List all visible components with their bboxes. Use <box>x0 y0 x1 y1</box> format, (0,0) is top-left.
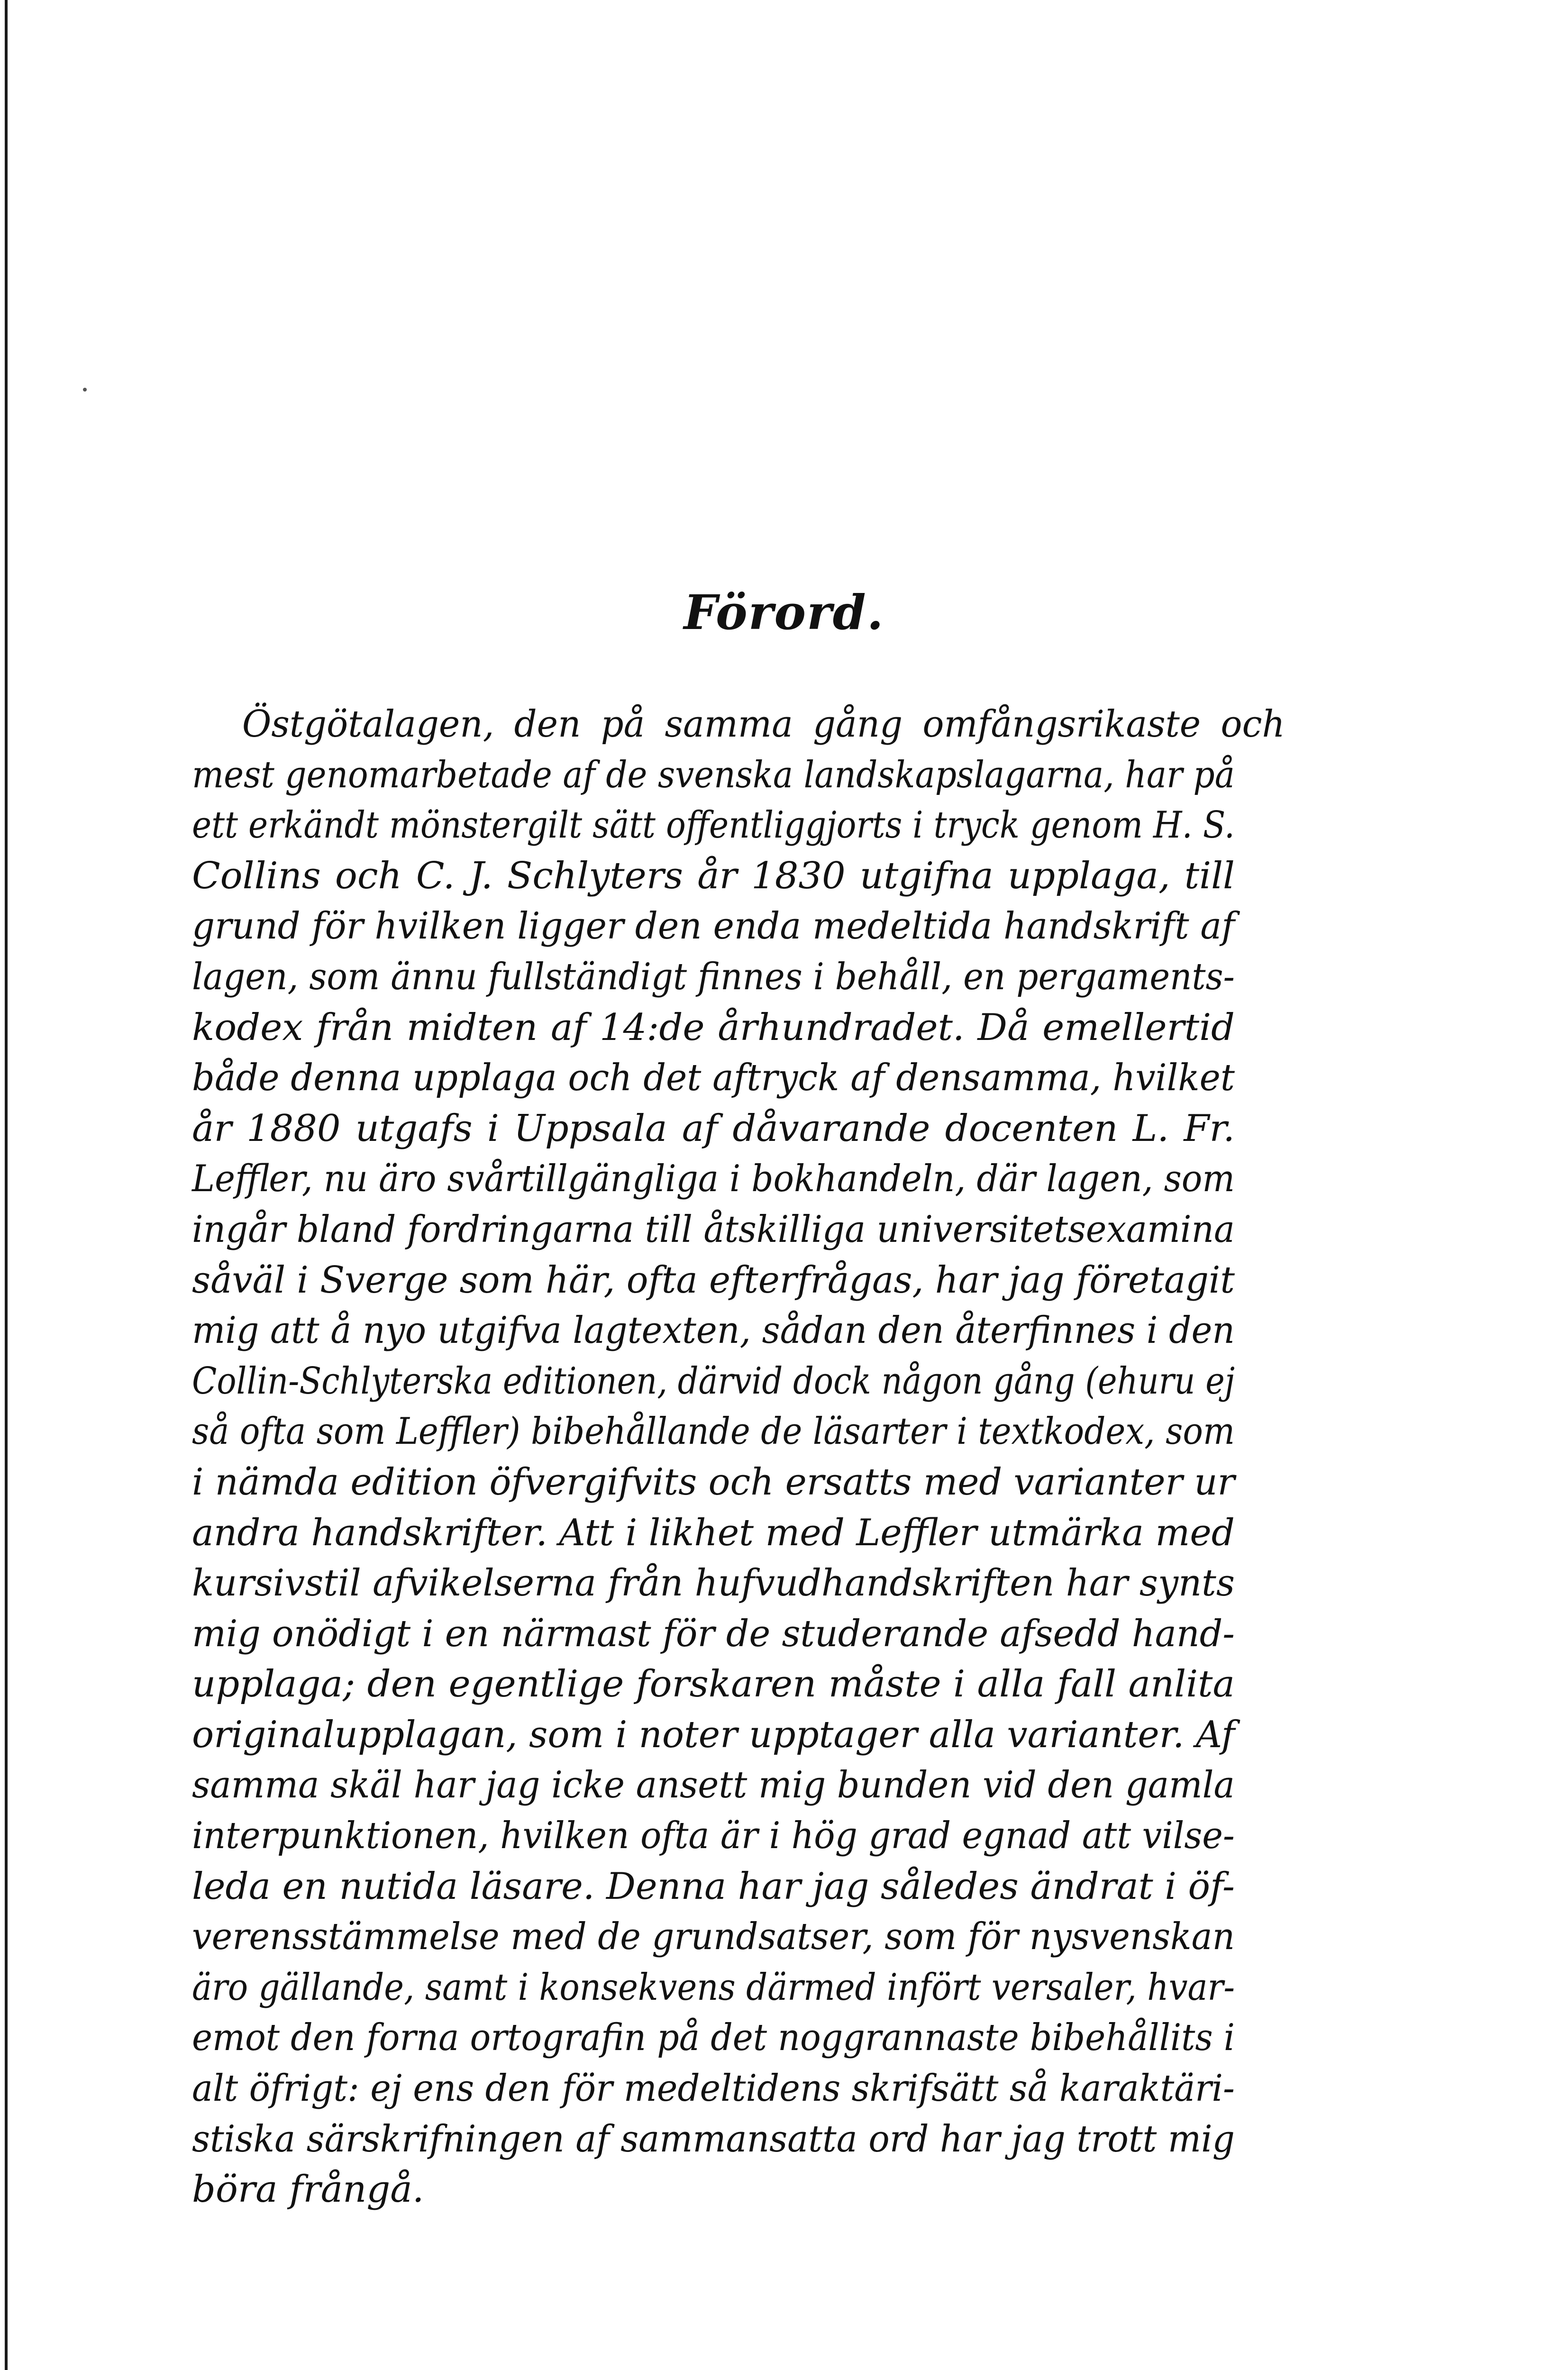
text-line: så ofta som Leffler) bibehållande de läsarter i textkodex, som <box>192 1410 1235 1453</box>
text-line: år 1880 utgafs i Uppsala af dåvarande docenten L. Fr. <box>192 1107 1235 1150</box>
text-line: mest genomarbetade af de svenska landskapslagarna, har på <box>192 753 1235 796</box>
text-line: upplaga; den egentlige forskaren måste i alla fall anlita <box>192 1663 1235 1706</box>
scan-speck <box>83 388 87 392</box>
text-line: samma skäl har jag icke ansett mig bunden vid den gamla <box>192 1764 1235 1807</box>
text-line: Östgötalagen, den på samma gång omfångsrikaste och <box>242 703 1285 746</box>
page-title: Förord. <box>684 584 884 640</box>
preface-paragraph <box>192 699 1285 2215</box>
text-line: originalupplagan, som i noter upptager alla varianter. Af <box>192 1713 1235 1756</box>
text-line: Collin-Schlyterska editionen, därvid dock någon gång (ehuru ej <box>192 1359 1235 1403</box>
text-line: ett erkändt mönstergilt sätt offentliggjorts i tryck genom H. S. <box>192 804 1235 847</box>
text-line: Leffler, nu äro svårtillgängliga i bokhandeln, där lagen, som <box>192 1158 1235 1201</box>
text-line: alt öfrigt: ej ens den för medeltidens skrifsätt så karaktäri- <box>192 2067 1235 2110</box>
text-line: både denna upplaga och det aftryck af densamma, hvilket <box>192 1057 1235 1100</box>
text-line: böra frångå. <box>192 2168 424 2211</box>
text-line: leda en nutida läsare. Denna har jag således ändrat i öf- <box>192 1865 1235 1908</box>
scan-edge <box>5 0 8 2370</box>
text-line: i nämda edition öfvergifvits och ersatts med varianter ur <box>192 1460 1235 1504</box>
text-line: stiska särskrifningen af sammansatta ord har jag trott mig <box>192 2117 1235 2160</box>
text-line: grund för hvilken ligger den enda medeltida handskrift af <box>192 905 1235 948</box>
text-line: lagen, som ännu fullständigt finnes i behåll, en pergaments- <box>192 955 1235 998</box>
text-line: interpunktionen, hvilken ofta är i hög grad egnad att vilse- <box>192 1814 1235 1858</box>
text-line: andra handskrifter. Att i likhet med Leffler utmärka med <box>192 1511 1235 1554</box>
text-line: emot den forna ortografin på det noggrannaste bibehållits i <box>192 2016 1235 2060</box>
text-line: kodex från midten af 14:de århundradet. Då emellertid <box>192 1006 1235 1049</box>
text-line: äro gällande, samt i konsekvens därmed infört versaler, hvar- <box>192 1966 1235 2009</box>
text-line: mig onödigt i en närmast för de studerande afsedd hand- <box>192 1612 1235 1655</box>
text-line: kursivstil afvikelserna från hufvudhandskriften har synts <box>192 1562 1235 1605</box>
text-line: såväl i Sverge som här, ofta efterfrågas, har jag företagit <box>192 1258 1235 1302</box>
text-line: verensstämmelse med de grundsatser, som för nysvenskan <box>192 1915 1235 1959</box>
text-line: mig att å nyo utgifva lagtexten, sådan den återfinnes i den <box>192 1309 1235 1352</box>
text-line: ingår bland fordringarna till åtskilliga universitetsexamina <box>192 1208 1235 1251</box>
text-line: Collins och C. J. Schlyters år 1830 utgifna upplaga, till <box>192 854 1235 897</box>
